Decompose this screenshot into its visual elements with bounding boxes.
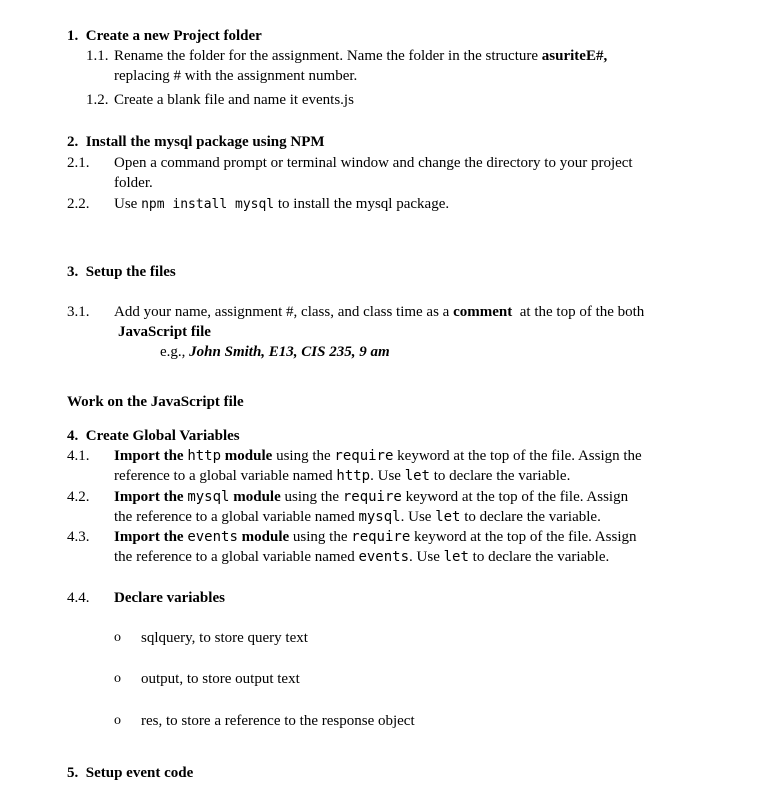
item-4-1-text-a: using the (272, 448, 335, 464)
require-keyword: require (334, 448, 394, 464)
item-1-1-text-line2: replacing # with the assignment number. (114, 68, 358, 84)
section-3-number: 3. (67, 264, 79, 280)
let-keyword: let (443, 549, 469, 565)
bullet-marker: o (114, 713, 121, 728)
item-4-2-text-b: keyword at the top of the file. Assign (401, 489, 629, 505)
bullet-item-res: res, to store a reference to the response object (141, 713, 415, 729)
item-4-3-line2-a: the reference to a global variable named (114, 549, 359, 565)
section-1-number: 1. (67, 28, 79, 44)
section-4-heading (67, 426, 240, 446)
item-4-3-text (114, 527, 637, 547)
item-2-2-text (114, 194, 449, 215)
npm-install-code: npm install mysql (141, 197, 275, 212)
http-var-code: http (336, 468, 371, 484)
events-var-code: events (358, 549, 410, 565)
item-4-3-text-a: using the (289, 529, 352, 545)
item-4-3-bold-a: Import the (114, 529, 188, 545)
item-1-1-number: 1.1. (86, 48, 109, 64)
example-line (160, 342, 390, 362)
item-4-1-text-b: keyword at the top of the file. Assign the (393, 448, 642, 464)
item-3-1-bold: comment (453, 304, 513, 320)
item-3-1-text (114, 302, 644, 322)
item-4-4-number: 4.4. (67, 590, 90, 606)
section-4-title: Create Global Variables (85, 428, 240, 444)
item-3-1-text-a: Add your name, assignment #, class, and class time as a (114, 304, 454, 320)
item-4-2-line2-c: to declare the variable. (460, 509, 601, 525)
item-4-3-line2-b: . Use (409, 549, 444, 565)
item-4-2-text (114, 487, 628, 507)
item-4-2-text-a: using the (280, 489, 343, 505)
item-2-2-number: 2.2. (67, 196, 90, 212)
item-4-2-bold-b: module (229, 489, 281, 505)
section-2-number: 2. (67, 134, 79, 150)
item-4-2-line2 (114, 507, 601, 527)
mysql-code: mysql (187, 489, 230, 505)
bullet-marker: o (114, 630, 121, 645)
item-4-1-number: 4.1. (67, 448, 90, 464)
item-4-3-number: 4.3. (67, 529, 90, 545)
item-4-1-line2-a: reference to a global variable named (114, 468, 337, 484)
item-4-2-line2-b: . Use (400, 509, 436, 525)
item-4-1-line2 (114, 466, 570, 486)
section-5-title: Setup event code (85, 765, 194, 781)
item-1-1-text-a: Rename the folder for the assignment. Name the folder in the structure (114, 48, 542, 64)
mysql-var-code: mysql (358, 509, 401, 525)
section-4-number: 4. (67, 428, 79, 444)
section-2-title: Install the mysql package using NPM (85, 134, 325, 150)
item-4-3-line2 (114, 547, 609, 567)
item-4-2-line2-a: the reference to a global variable named (114, 509, 359, 525)
bullet-item-output: output, to store output text (141, 671, 300, 687)
http-code: http (187, 448, 222, 464)
item-3-1-text-b: at the top of the both (512, 304, 645, 320)
require-keyword: require (351, 529, 411, 545)
item-4-1-text (114, 446, 642, 466)
example-prefix: e.g., (160, 344, 190, 360)
section-5-number: 5. (67, 765, 79, 781)
item-2-2-post: to install the mysql package. (274, 196, 450, 212)
item-1-2-text: Create a blank file and name it events.js (114, 92, 354, 108)
item-4-4-heading: Declare variables (114, 590, 225, 606)
example-text: John Smith, E13, CIS 235, 9 am (189, 344, 390, 360)
item-4-3-line2-c: to declare the variable. (468, 549, 610, 565)
item-3-1-number: 3.1. (67, 304, 90, 320)
section-5-heading (67, 763, 193, 783)
section-2-heading (67, 132, 325, 152)
work-heading: Work on the JavaScript file (67, 394, 244, 410)
section-3-title: Setup the files (85, 264, 176, 280)
item-1-2-number: 1.2. (86, 92, 109, 108)
section-3-heading (67, 262, 176, 282)
item-4-1-bold-a: Import the (114, 448, 188, 464)
item-4-2-number: 4.2. (67, 489, 90, 505)
item-1-1-text (114, 46, 607, 66)
item-4-3-bold-b: module (237, 529, 290, 545)
item-2-1-number: 2.1. (67, 155, 90, 171)
section-1-title: Create a new Project folder (85, 28, 262, 44)
bullet-item-sqlquery: sqlquery, to store query text (141, 630, 308, 646)
require-keyword: require (342, 489, 402, 505)
section-1-heading (67, 26, 262, 46)
item-4-2-bold-a: Import the (114, 489, 188, 505)
let-keyword: let (404, 468, 430, 484)
item-4-1-line2-c: to declare the variable. (429, 468, 571, 484)
item-4-1-line2-b: . Use (370, 468, 405, 484)
item-4-1-bold-b: module (221, 448, 273, 464)
item-2-1-text: Open a command prompt or terminal window and change the directory to your project (114, 155, 633, 171)
item-4-3-text-b: keyword at the top of the file. Assign (410, 529, 637, 545)
item-2-1-text-line2: folder. (114, 175, 153, 191)
events-code: events (187, 529, 238, 545)
bullet-marker: o (114, 671, 121, 686)
item-3-1-bold-line2: JavaScript file (118, 324, 211, 340)
item-2-2-pre: Use (114, 196, 142, 212)
item-1-1-bold: asuriteE#, (541, 48, 608, 64)
let-keyword: let (435, 509, 461, 525)
